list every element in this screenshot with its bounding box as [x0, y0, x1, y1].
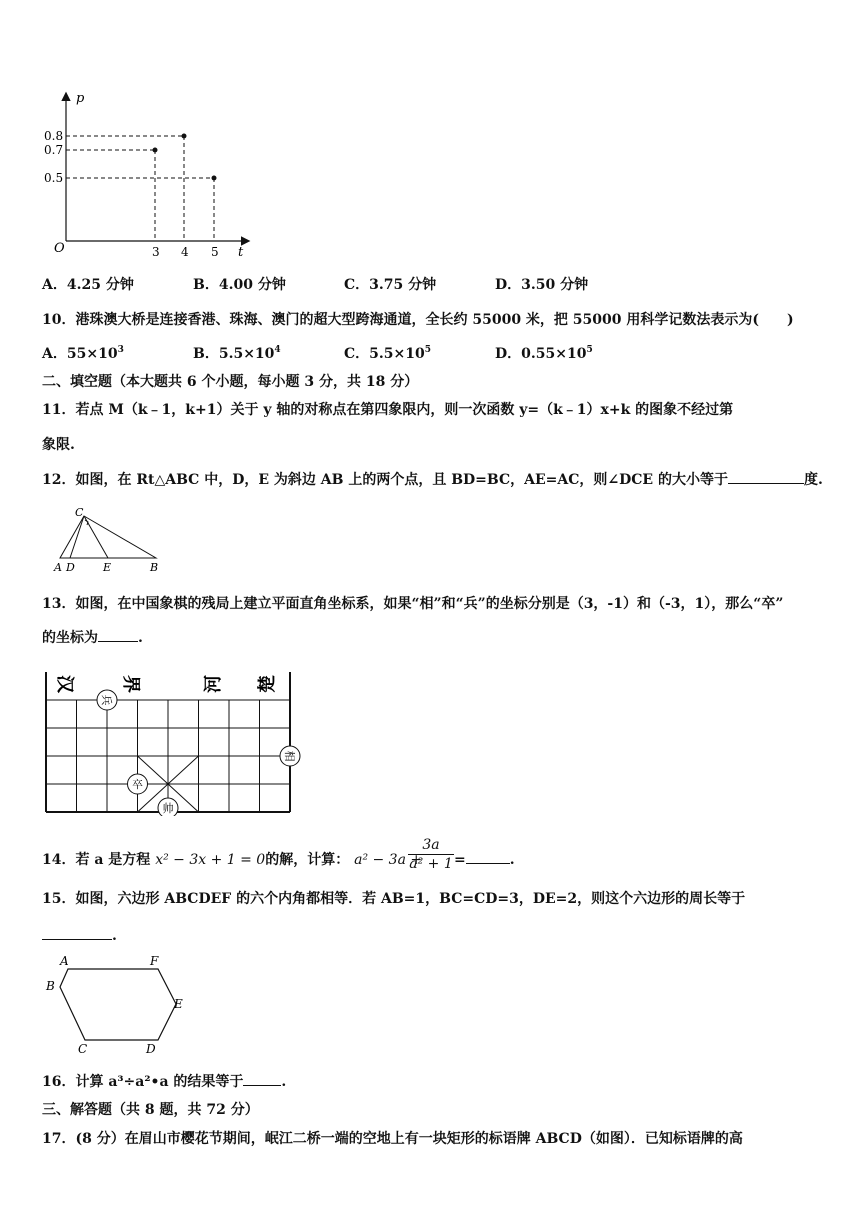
x-tick-4: 4 — [181, 245, 189, 259]
q10-option-b: B．$5.5\times 10^4$ — [193, 345, 281, 362]
q12-label-a: A — [54, 561, 62, 574]
svg-text:兵: 兵 — [100, 694, 113, 706]
svg-text:卒: 卒 — [132, 778, 143, 791]
piece-bing — [97, 690, 117, 710]
q13-chess-board — [42, 664, 302, 816]
point-4-0.8 — [182, 134, 187, 139]
y-tick-0.5: 0.5 — [44, 171, 64, 185]
q10-option-c: C．$5.5\times 10^5$ — [344, 345, 431, 362]
board-han: 汉 — [54, 675, 75, 693]
q14-text: 14．若 a 是方程 x² − 3x + 1 = 0的解，计算： a² − 3a + — [42, 852, 423, 868]
point-5-0.5 — [212, 176, 217, 181]
q15-label-d: D — [146, 1042, 156, 1056]
q9-option-c: C．3.75 分钟 — [344, 277, 437, 293]
piece-shuai — [158, 798, 178, 816]
q14-fraction: 3a a² + 1 — [409, 837, 453, 872]
q12-text: 12．如图，在 Rt△ABC 中，D，E 为斜边 AB 上的两个点，且 BD=BC，AE=AC，则∠DCE 的大小等于 度. — [42, 469, 823, 489]
q15-hexagon-figure — [40, 952, 190, 1058]
q14-expression: a² − 3a + — [354, 852, 423, 868]
q10-option-a: A．$55\times 10^3$ — [42, 345, 124, 362]
q9-option-d: D．3.50 分钟 — [495, 277, 589, 293]
board-he: 河 — [203, 675, 224, 693]
q15-text: 15．如图，六边形 ABCDEF 的六个内角都相等．若 AB=1，BC=CD=3，DE=2，则这个六边形的周长等于 — [42, 891, 746, 907]
origin-label: O — [54, 241, 65, 256]
piece-zu — [128, 774, 148, 794]
q12-label-e: E — [103, 561, 112, 574]
section-3-heading: 三、解答题（共 8 题，共 72 分） — [42, 1102, 259, 1118]
q15-label-f: F — [150, 954, 159, 968]
q15-answer-line: . — [42, 925, 117, 944]
q16-text: 16．计算 a³÷a²•a 的结果等于 . — [42, 1071, 286, 1091]
q9-option-b: B．4.00 分钟 — [193, 277, 286, 293]
q12-label-b: B — [150, 561, 159, 574]
q16-answer-blank[interactable] — [243, 1071, 281, 1086]
q9-graph — [36, 86, 256, 266]
q11-line2: 象限. — [42, 437, 75, 453]
q12-triangle-figure — [50, 504, 170, 576]
q13-answer-blank[interactable] — [98, 627, 138, 642]
q12-label-d: D — [66, 561, 75, 574]
q10-option-d: D．$0.55\times 10^5$ — [495, 345, 593, 362]
q15-label-c: C — [78, 1042, 88, 1056]
x-tick-5: 5 — [211, 245, 219, 259]
q14-answer: = . — [454, 849, 515, 868]
q12-answer-blank[interactable] — [728, 469, 804, 484]
board-chu: 楚 — [257, 675, 278, 693]
point-3-0.7 — [153, 148, 158, 153]
svg-text:相: 相 — [283, 750, 296, 762]
q15-label-e: E — [174, 997, 183, 1011]
q11-line1: 11．若点 M（k﹣1，k+1）关于 y 轴的对称点在第四象限内，则一次函数 y=（k﹣1）x+k 的图象不经过第 — [42, 402, 734, 418]
q14-answer-blank[interactable] — [466, 849, 510, 864]
board-jie: 界 — [120, 675, 141, 693]
q15-label-a: A — [60, 954, 69, 968]
y-tick-0.8: 0.8 — [44, 129, 64, 143]
q13-line1: 13．如图，在中国象棋的残局上建立平面直角坐标系，如果“相”和“兵”的坐标分别是（3，-1）和（-3，1），那么“卒” — [42, 596, 784, 612]
x-axis-label: t — [238, 245, 244, 260]
q15-label-b: B — [46, 979, 55, 993]
q9-option-a: A．4.25 分钟 — [42, 277, 134, 293]
q15-answer-blank[interactable] — [42, 925, 112, 940]
q17-text: 17．(8 分）在眉山市樱花节期间，岷江二桥一端的空地上有一块矩形的标语牌 ABCD（如图）．已知标语牌的高 — [42, 1131, 743, 1147]
q14-equation: x² − 3x + 1 = 0 — [155, 852, 266, 868]
section-2-heading: 二、填空题（本大题共 6 个小题，每小题 3 分，共 18 分） — [42, 374, 419, 390]
x-tick-3: 3 — [152, 245, 160, 259]
y-tick-0.7: 0.7 — [44, 143, 64, 157]
svg-text:帅: 帅 — [162, 802, 174, 815]
q13-line2: 的坐标为 . — [42, 627, 143, 647]
q10-text: 10．港珠澳大桥是连接香港、珠海、澳门的超大型跨海通道，全长约 55000 米，把 55000 用科学记数法表示为( ) — [42, 312, 794, 328]
q12-label-c: C — [75, 506, 84, 519]
y-axis-label: p — [76, 91, 85, 106]
piece-xiang — [280, 746, 300, 766]
